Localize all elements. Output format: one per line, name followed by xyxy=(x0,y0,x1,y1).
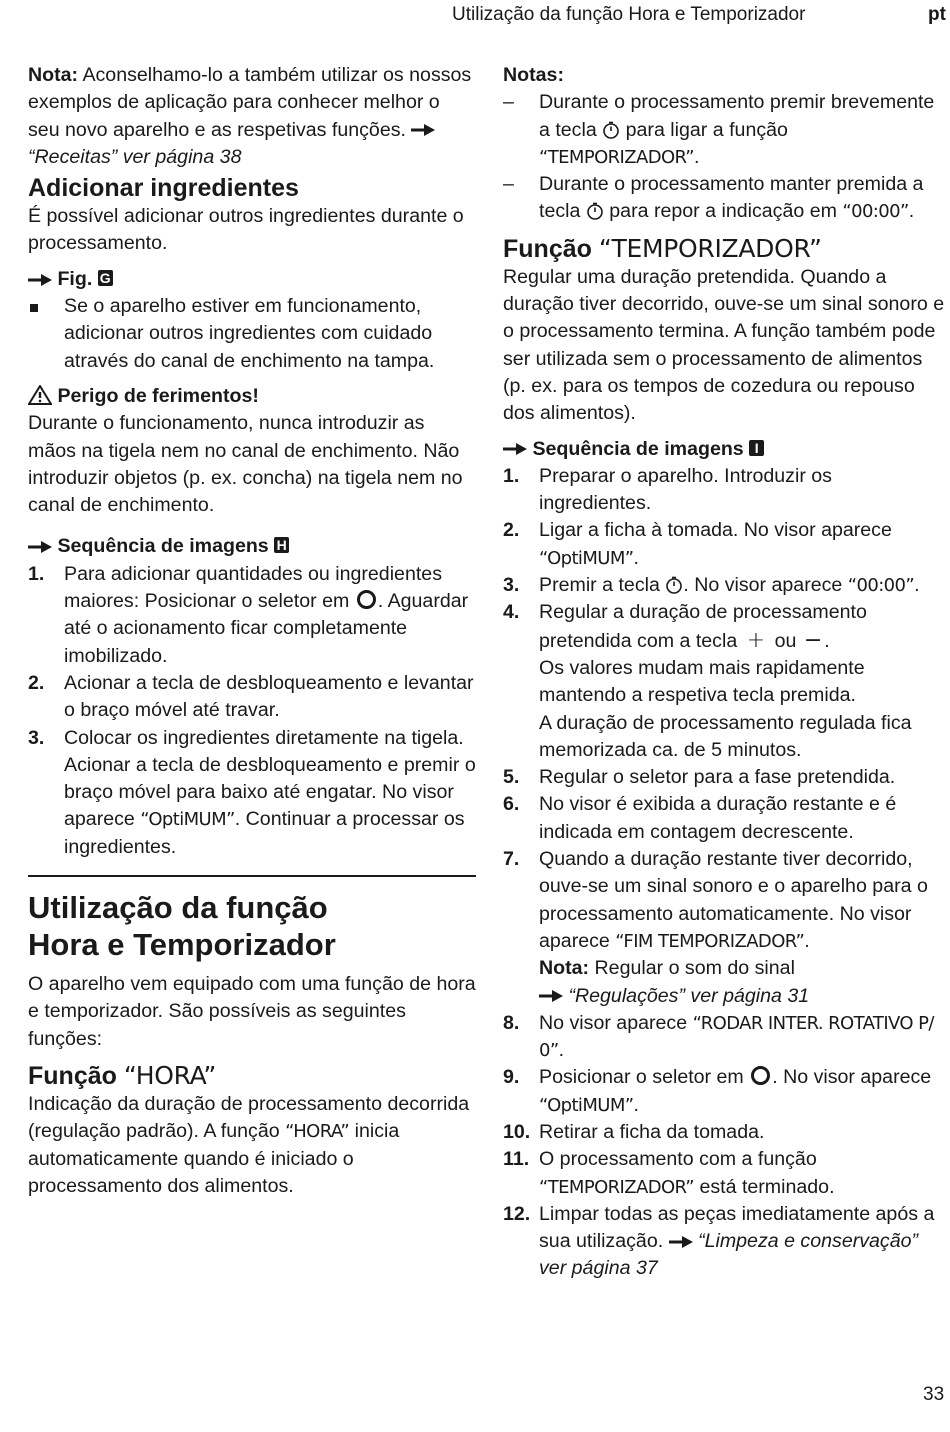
dash-note-item xyxy=(503,171,948,226)
display-text: “TEMPORIZADOR” xyxy=(539,1176,695,1198)
step-text-end: . xyxy=(633,546,639,569)
note-text: Durante o processamento manter premida a tecla xyxy=(539,173,924,223)
step-text-end: . xyxy=(558,1039,565,1062)
display-text: “00:00” xyxy=(842,201,909,223)
note-text-end: . xyxy=(694,145,700,168)
minus-key-icon: − xyxy=(803,627,823,653)
step-item xyxy=(503,1201,948,1283)
step-text: Para adicionar quantidades ou ingredientes maiores: Posicionar o seletor em xyxy=(64,562,442,613)
step-text-end: está terminado. xyxy=(694,1175,835,1198)
hora-text-end: inicia automaticamente quando é iniciado o processamento dos alimentos. xyxy=(28,1120,400,1197)
header-title: Utilização da função Hora e Temporizador xyxy=(452,4,806,25)
note-text: para repor a indicação em xyxy=(603,200,843,223)
step-item xyxy=(503,463,948,518)
figure-reference xyxy=(28,266,476,293)
hora-heading-prefix: Função xyxy=(28,1061,124,1090)
selector-zero-icon xyxy=(357,590,376,609)
plus-key-icon: + xyxy=(746,627,766,653)
intro-note xyxy=(28,62,476,171)
add-ingredients-text: É possível adicionar outros ingredientes durante o processamento. xyxy=(28,205,464,255)
page-header xyxy=(0,4,950,30)
section-divider xyxy=(28,875,476,877)
step-text: Regular a duração de processamento pretendida com a tecla xyxy=(539,601,867,652)
arrow-icon xyxy=(669,1236,693,1248)
arrow-icon xyxy=(539,990,563,1002)
step-text: Colocar os ingredientes diretamente na tigela. Acionar a tecla de desbloqueamento e premir o braço móvel para baixo até engatar. No visor aparece xyxy=(64,726,476,831)
add-ingredients-heading: Adicionar ingredientes xyxy=(28,174,299,203)
display-text: “FIM TEMPORIZADOR” xyxy=(615,930,805,952)
temporizador-function-heading xyxy=(503,234,948,264)
step-text: Limpar todas as peças imediatamente após a sua utilização. xyxy=(539,1202,935,1253)
step-text-end: . Aguardar até o acionamento ficar completamente imobilizado. xyxy=(64,590,469,667)
danger-warning xyxy=(28,383,476,410)
temporizador-heading-prefix: Função xyxy=(503,234,599,263)
step-text: ou xyxy=(769,629,802,652)
note-text: Aconselhamo-lo a também utilizar os nossos exemplos de aplicação para conhecer melhor o seu novo aparelho e as respetivas funções. xyxy=(28,64,472,141)
step-number: 1. xyxy=(503,464,520,487)
step-item xyxy=(503,846,948,1010)
figure-label: Fig. xyxy=(57,267,93,290)
step-note-text: Regular o som do sinal xyxy=(589,957,795,980)
figure-letter-box: G xyxy=(98,270,113,286)
image-sequence-reference xyxy=(503,436,948,463)
note-text: Durante o processamento premir brevemente a tecla xyxy=(539,91,935,141)
step-number: 2. xyxy=(28,671,45,694)
step-number: 10. xyxy=(503,1120,531,1143)
step-item xyxy=(503,599,948,764)
display-text: “TEMPORIZADOR” xyxy=(539,146,695,168)
note-text-end: . xyxy=(908,200,915,223)
sequence-letter-box: H xyxy=(274,537,289,553)
step-number: 4. xyxy=(503,601,520,624)
step-item xyxy=(503,764,948,791)
step-text: Retirar a ficha da tomada. xyxy=(539,1120,765,1143)
step-item xyxy=(503,1064,948,1119)
note-label: Nota: xyxy=(28,64,79,86)
hora-heading-display: “HORA” xyxy=(123,1060,217,1090)
step-item xyxy=(28,725,476,861)
page-number: 33 xyxy=(923,1384,945,1405)
step-note-reference: “Regulações” ver página 31 xyxy=(568,984,810,1007)
step-text: . No visor aparece xyxy=(772,1066,932,1089)
display-text: “OptiMUM” xyxy=(539,1094,634,1116)
step-text: O processamento com a função xyxy=(539,1148,817,1171)
step-text: Ligar a ficha à tomada. No visor aparece xyxy=(539,519,892,542)
step-item xyxy=(503,791,948,846)
step-text: Posicionar o seletor em xyxy=(539,1066,750,1089)
step-text-end: . xyxy=(633,1093,639,1116)
dash-note-item xyxy=(503,89,948,171)
main-heading-line-1: Utilização da função xyxy=(28,890,328,926)
step-item xyxy=(503,1010,948,1065)
display-text: “00:00” xyxy=(847,575,915,597)
dash-marker: – xyxy=(503,173,514,196)
selector-zero-icon xyxy=(751,1066,770,1085)
display-text: “RODAR INTER. ROTATIVO P/ 0” xyxy=(539,1012,934,1062)
arrow-icon xyxy=(411,124,435,136)
step-number: 5. xyxy=(503,766,520,789)
step-text: No visor aparece xyxy=(539,1011,693,1034)
display-text: “HORA” xyxy=(285,1121,350,1143)
temporizador-heading-display: “TEMPORIZADOR” xyxy=(598,233,822,263)
step-text: Regular o seletor para a fase pretendida. xyxy=(539,766,896,789)
notes-label: Notas: xyxy=(503,64,564,86)
image-sequence-reference xyxy=(28,533,476,560)
step-item xyxy=(503,517,948,572)
step-item xyxy=(503,572,948,599)
step-number: 7. xyxy=(503,848,520,871)
sequence-label: Sequência de imagens xyxy=(532,437,744,460)
danger-text: Durante o funcionamento, nunca introduzir as mãos na tigela nem no canal de enchimento. Não introduzir objetos (p. ex. concha) na tigela nem no canal de enchimento. xyxy=(28,412,463,517)
note-text: para ligar a função xyxy=(620,118,788,141)
arrow-icon xyxy=(28,274,52,286)
step-number: 12. xyxy=(503,1202,531,1225)
step-number: 3. xyxy=(28,726,45,749)
timer-key-icon xyxy=(586,202,604,220)
timer-key-icon xyxy=(602,121,620,139)
hora-text: Indicação da duração de processamento decorrida (regulação padrão). A função xyxy=(28,1092,470,1143)
hora-function-text xyxy=(28,1091,476,1200)
step-text: . No visor aparece xyxy=(683,574,848,597)
step-note-label: Nota: xyxy=(539,957,590,980)
dash-marker: – xyxy=(503,91,514,114)
step-text: No visor é exibida a duração restante e é indicada em contagem decrescente. xyxy=(539,793,897,843)
temporizador-text: Regular uma duração pretendida. Quando a duração tiver decorrido, ouve-se um sinal sonoro e o processamento termina. A função também pode ser utilizada sem o processamento de alimentos (p. ex. para os tempos de cozedura ou repouso dos alimentos). xyxy=(503,265,945,425)
step-number: 6. xyxy=(503,793,520,816)
step-number: 11. xyxy=(503,1148,530,1171)
step-text: Acionar a tecla de desbloqueamento e levantar o braço móvel até travar. xyxy=(64,671,474,722)
note-reference: “Receitas” ver página 38 xyxy=(28,145,242,168)
timer-key-icon xyxy=(665,576,683,594)
step-item xyxy=(503,1146,948,1201)
header-language: pt xyxy=(928,4,946,25)
display-text: “OptiMUM” xyxy=(140,809,235,831)
step-text-end: . xyxy=(804,929,810,952)
step-number: 8. xyxy=(503,1011,520,1034)
step-item xyxy=(28,561,476,670)
danger-label: Perigo de ferimentos! xyxy=(57,384,259,407)
step-item xyxy=(28,670,476,725)
step-number: 2. xyxy=(503,519,520,542)
step-text: Preparar o aparelho. Introduzir os ingredientes. xyxy=(539,464,832,515)
step-reference: “Limpeza e conservação” ver página 37 xyxy=(539,1230,919,1280)
sequence-label: Sequência de imagens xyxy=(57,535,269,558)
step-number: 1. xyxy=(28,562,45,585)
main-heading-line-2: Hora e Temporizador xyxy=(28,927,336,963)
step-text-end: . Continuar a processar os ingredientes. xyxy=(64,808,465,858)
step-text: Premir a tecla xyxy=(539,574,666,597)
step-item xyxy=(503,1119,948,1146)
arrow-icon xyxy=(503,443,527,455)
bullet-square-icon xyxy=(30,304,38,312)
bullet-text: Se o aparelho estiver em funcionamento, adicionar outros ingredientes com cuidado através do canal de enchimento na tampa. xyxy=(64,295,435,372)
display-text: “OptiMUM” xyxy=(539,547,634,569)
step-number: 9. xyxy=(503,1066,520,1089)
step-text: A duração de processamento regulada fica memorizada ca. de 5 minutos. xyxy=(539,711,912,761)
main-heading xyxy=(28,889,476,963)
left-column xyxy=(28,62,476,1200)
step-text: . xyxy=(824,629,830,652)
time-function-intro: O aparelho vem equipado com uma função de hora e temporizador. São possíveis as seguintes funções: xyxy=(28,973,476,1050)
hora-function-heading xyxy=(28,1061,476,1091)
warning-triangle-icon xyxy=(28,385,52,405)
step-text: Quando a duração restante tiver decorrido, ouve-se um sinal sonoro e o aparelho para o processamento automaticamente. No visor aparece xyxy=(539,848,928,952)
bullet-item xyxy=(28,293,476,375)
step-number: 3. xyxy=(503,574,520,597)
step-text: Os valores mudam mais rapidamente mantendo a respetiva tecla premida. xyxy=(539,656,865,707)
right-column xyxy=(503,62,948,1283)
sequence-letter-box: I xyxy=(749,440,764,456)
arrow-icon xyxy=(28,541,52,553)
step-text-end: . xyxy=(914,574,920,597)
